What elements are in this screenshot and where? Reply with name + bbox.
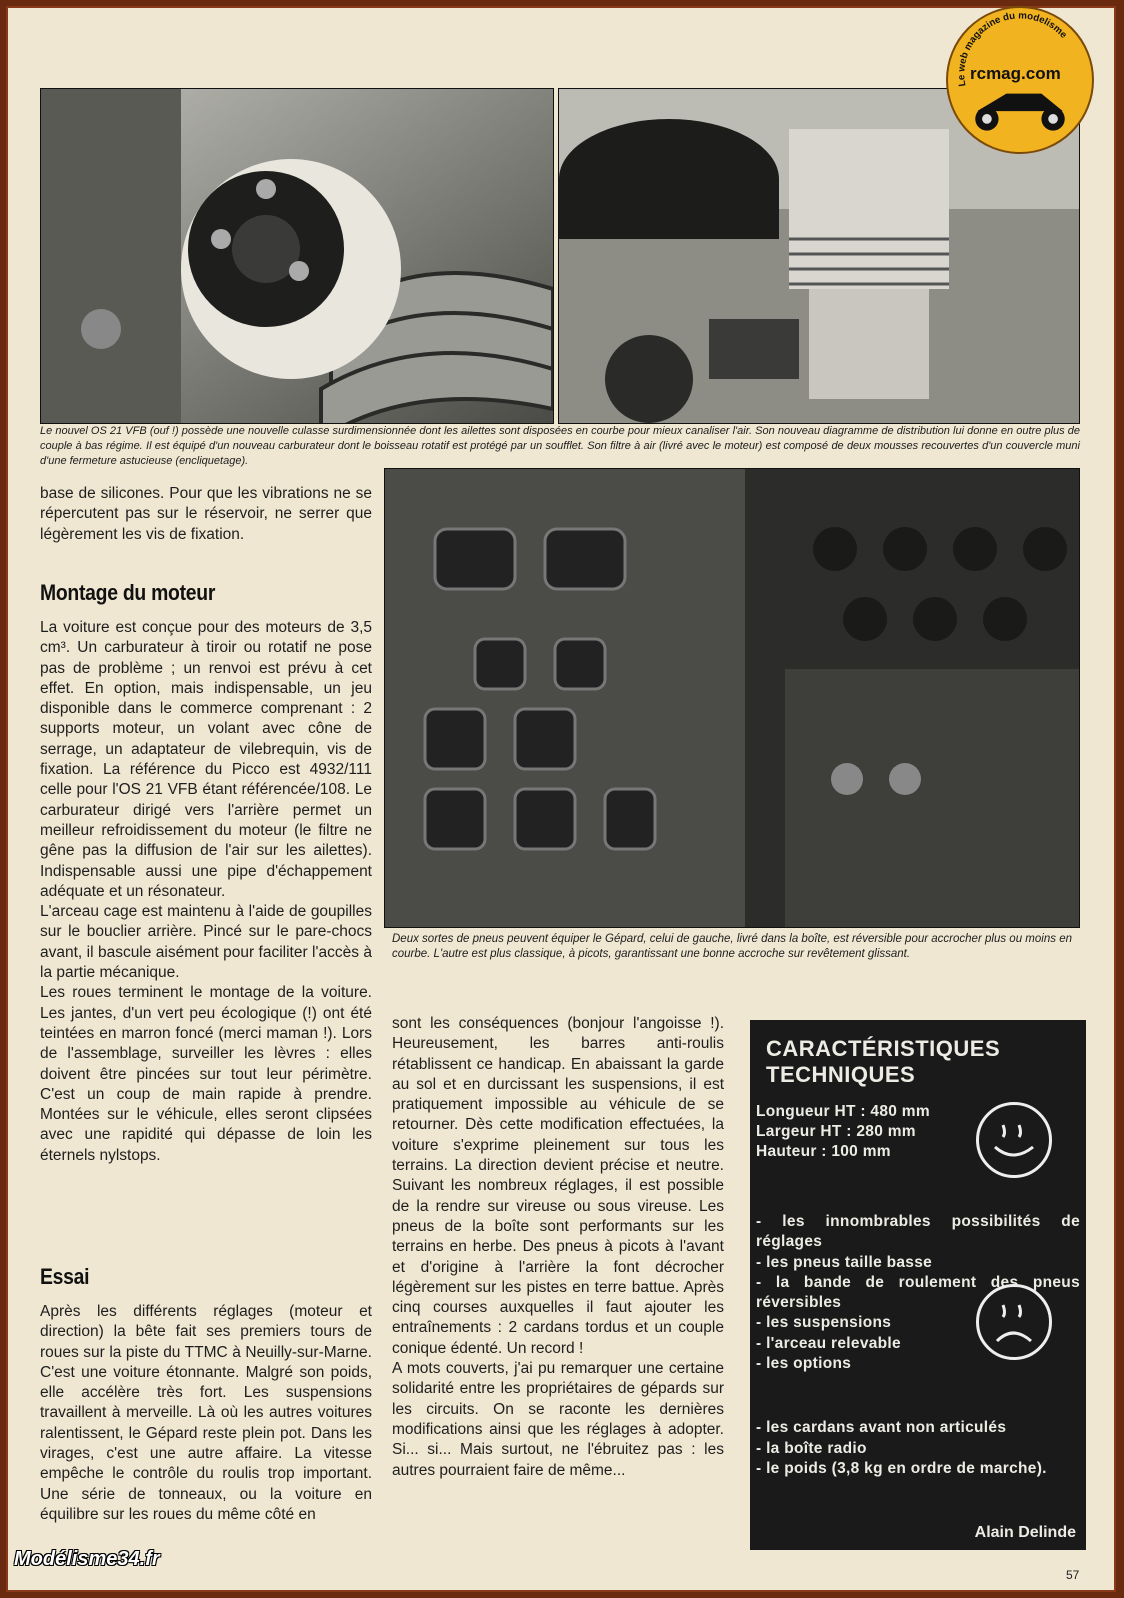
tire-caption: Deux sortes de pneus peuvent équiper le Gépard, celui de gauche, livré dans la boîte, est réversible pour accrocher plus ou moins en courbe. L'autre est plus classique, à picots, garantissant une bonne accroche sur revêtement glissant. bbox=[392, 933, 1072, 960]
page-number: 57 bbox=[1066, 1568, 1080, 1582]
essai-paragraph: Après les différents réglages (moteur et direction) la bête fait ses premiers tours de roues sur la piste du TTMC à Neuilly-sur-Marne. C'est une voiture étonnante. Malgré son poids, elle accélère très fort. Les suspensions travaillent à merveille. Là où les autres voitures ralentissent, le Gépard reste plein pot. Dans les virages, c'est une autre affaire. La vitesse empêche le contrôle du roulis trop important. Une série de tonneaux, ou la voiture en équilibre sur les roues du même côté en bbox=[40, 1303, 372, 1523]
spec-length: Longueur HT : 480 mm bbox=[756, 1103, 930, 1120]
spec-width: Largeur HT : 280 mm bbox=[756, 1123, 916, 1140]
pro-item: - les options bbox=[756, 1355, 852, 1373]
heading-essai: Essai bbox=[40, 1264, 90, 1289]
sad-face-icon bbox=[976, 1284, 1052, 1360]
montage-paragraph-2: L'arceau cage est maintenu à l'aide de goupilles sur le bouclier arrière. Pincé sur le pare-chocs avant, il bascule aisément pour faciliter l'accès à la partie mécanique. bbox=[40, 903, 372, 982]
heading-montage: Montage du moteur bbox=[40, 580, 216, 605]
spec-height: Hauteur : 100 mm bbox=[756, 1143, 891, 1160]
con-item: - les cardans avant non articulés bbox=[756, 1419, 1007, 1437]
author-name: Alain Delinde bbox=[974, 1524, 1076, 1541]
rcmag-logo[interactable] bbox=[946, 6, 1094, 154]
pro-item: - la bande de roulement des pneus réversibles bbox=[756, 1273, 1080, 1312]
engine-caption: Le nouvel OS 21 VFB (ouf !) possède une nouvelle culasse surdimensionnée dont les ailettes sont disposées en courbe pour mieux canaliser l'air. Son nouveau diagramme de distribution lui donne en outre plus de couple à bas régime. Il est équipé d'un nouveau carburateur dont le boisseau rotatif est protégé par un soufflet. Son filtre à air (livré avec le moteur) est composé de deux mousses recouvertes d'un couvercle muni d'une fermeture astucieuse (encliquetage). bbox=[40, 425, 1080, 467]
pro-item: - les suspensions bbox=[756, 1314, 892, 1332]
magazine-page bbox=[6, 6, 1116, 1592]
specs-title-line-2: TECHNIQUES bbox=[766, 1062, 916, 1087]
cons-list bbox=[756, 1418, 1080, 1479]
pro-item: - les innombrables possibilités de réglages bbox=[756, 1213, 1080, 1251]
montage-paragraph-3: Les roues terminent le montage de la voiture. Les jantes, d'un vert peu écologique (!) ont été teintées en marron foncé (merci maman !). Lors de l'assemblage, surveiller les lèvres : elles doivent être pincées sur tout leur périmètre. C'est un coup de main rapide à prendre. Montées sur le véhicule, elles seront clipsées avec une rapidité qui dépasse de loin les éternels nylstops. bbox=[40, 984, 372, 1164]
con-item: - la boîte radio bbox=[756, 1439, 867, 1457]
tire-photo bbox=[384, 468, 1080, 928]
con-item: - le poids (3,8 kg en ordre de marche). bbox=[756, 1459, 1047, 1477]
col2-paragraph-1: sont les conséquences (bonjour l'angoisse !). Heureusement, les barres anti-roulis rétablissent ce handicap. En abaissant la garde au sol et en durcissant les suspensions, il est pratiquement impossible au véhicule de se retourner. Dès cette modification effectuées, la voiture s'exprime pleinement sur tous les terrains. La direction devient précise et neutre. Suivant les nombreux réglages, il est possible de la rendre sur vireuse ou sous vireuse. Les pneus de la boîte sont performants sur les terrains en herbe. Des pneus à picots à l'avant et d'origine à l'arrière la font décrocher légèrement sur les pistes en terre battue. Après cinq courses auxquelles il faut ajouter les entraînements : 2 cardans tordus et un couple conique édenté. Un record ! bbox=[392, 1015, 724, 1357]
column-1-montage bbox=[40, 618, 372, 1166]
footer-site-watermark: Modélisme34.fr bbox=[14, 1548, 160, 1570]
column-2 bbox=[392, 1014, 724, 1481]
pro-item: - les pneus taille basse bbox=[756, 1253, 933, 1271]
svg-text:Le web magazine du modelisme: Le web magazine du modelisme bbox=[956, 10, 1069, 88]
col2-paragraph-2: A mots couverts, j'ai pu remarquer une certaine solidarité entre les propriétaires de gépards sur les circuits. On se raconte les dernières modifications ainsi que les réglages à adopter. Si... si... Mais surtout, ne l'ébruitez pas : les autres pourraient faire de même... bbox=[392, 1360, 724, 1479]
column-1-intro bbox=[40, 484, 372, 545]
column-1-essai bbox=[40, 1302, 372, 1525]
specs-title bbox=[766, 1036, 1080, 1088]
happy-face-icon bbox=[976, 1102, 1052, 1178]
intro-paragraph: base de silicones. Pour que les vibrations ne se répercutent pas sur le réservoir, ne serrer que légèrement les vis de fixation. bbox=[40, 485, 372, 543]
montage-paragraph-1: La voiture est conçue pour des moteurs de 3,5 cm³. Un carburateur à tiroir ou rotatif ne pose pas de problème ; un renvoi est prévu à cet effet. En option, mais indispensable, un jeu disponible dans le commerce comprenant : 2 supports moteur, un volant avec cône de serrage, un adaptateur de vilebrequin, vis de fixation. La référence du Picco est 4932/111 celle pour l'OS 21 VFB étant référencée/108. Le carburateur dirigé vers l'arrière permet un meilleur refroidissement du moteur (le filtre ne gêne pas la diffusion de l'air sur les ailettes). Indispensable aussi une pipe d'échappement adéquate et un résonateur. bbox=[40, 619, 372, 900]
pro-item: - l'arceau relevable bbox=[756, 1334, 901, 1352]
engine-head-photo bbox=[40, 88, 554, 424]
specs-title-line-1: CARACTÉRISTIQUES bbox=[766, 1036, 1001, 1061]
specs-box bbox=[750, 1020, 1086, 1550]
logo-site-text: rcmag.com bbox=[970, 64, 1061, 83]
